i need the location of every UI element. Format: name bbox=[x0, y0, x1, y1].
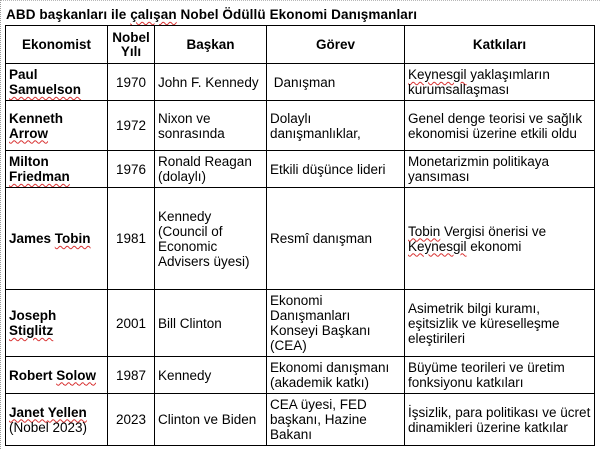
president: John F. Kennedy bbox=[155, 64, 267, 101]
header-role: Görev bbox=[267, 26, 405, 64]
nobel-year: 1976 bbox=[108, 151, 155, 188]
nobel-year: 1981 bbox=[108, 188, 155, 290]
contributions: Monetarizmin politikaya yansıması bbox=[405, 151, 595, 188]
role: Ekonomi Danışmanları Konseyi Başkanı (CEA) bbox=[267, 290, 405, 357]
header-nobel-year bbox=[108, 26, 155, 64]
header-nobel-year-line2: Yılı bbox=[120, 43, 142, 59]
nobel-year: 1970 bbox=[108, 64, 155, 101]
president: Bill Clinton bbox=[155, 290, 267, 357]
header-row bbox=[6, 26, 595, 64]
name-part-flagged: Solow bbox=[56, 367, 96, 383]
contributions bbox=[405, 188, 595, 290]
name-part: Milton bbox=[9, 154, 49, 169]
table-row bbox=[6, 188, 595, 290]
role: Dolaylı danışmanlıklar, bbox=[267, 101, 405, 151]
economists-table bbox=[5, 25, 595, 446]
nobel-year: 1972 bbox=[108, 101, 155, 151]
name-part: Kenneth bbox=[9, 110, 63, 126]
name-part: Paul bbox=[9, 67, 38, 82]
contributions: İşsizlik, para politikası ve ücret dinamikleri üzerine katkılar bbox=[405, 394, 595, 446]
economist-name bbox=[6, 64, 108, 101]
contribution-part-flagged: Keynesgil bbox=[408, 67, 467, 82]
table-row bbox=[6, 394, 595, 446]
table-row bbox=[6, 101, 595, 151]
table-row bbox=[6, 290, 595, 357]
document-title bbox=[6, 7, 417, 22]
name-part: Robert bbox=[9, 367, 57, 383]
contribution-part: Vergisi önerisi ve bbox=[440, 223, 547, 239]
nobel-year: 1987 bbox=[108, 357, 155, 394]
contributions: Asimetrik bilgi kuramı, eşitsizlik ve küreselleşme eleştirileri bbox=[405, 290, 595, 357]
role: Etkili düşünce lideri bbox=[267, 151, 405, 188]
table-row bbox=[6, 357, 595, 394]
page-top-guide bbox=[0, 0, 600, 2]
table-row bbox=[6, 151, 595, 188]
name-part-flagged: Stiglitz bbox=[9, 323, 54, 338]
president: Ronald Reagan (dolaylı) bbox=[155, 151, 267, 188]
contribution-part-flagged: Tobin bbox=[408, 223, 441, 239]
contribution-part-flagged: Keynesgil bbox=[408, 238, 467, 254]
president: Nixon ve sonrasında bbox=[155, 101, 267, 151]
president: Kennedy (Council of Economic Advisers üyesi) bbox=[155, 188, 267, 290]
contributions: Büyüme teorileri ve üretim fonksiyonu katkıları bbox=[405, 357, 595, 394]
name-part: Joseph bbox=[9, 308, 57, 323]
name-part-flagged: Friedman bbox=[9, 169, 70, 184]
title-part-flagged: çalışan bbox=[130, 7, 177, 22]
contributions bbox=[405, 64, 595, 101]
contribution-part: ekonomi bbox=[466, 238, 522, 254]
name-part-flagged: Tobin bbox=[54, 231, 91, 246]
economist-name bbox=[6, 357, 108, 394]
economist-name bbox=[6, 394, 108, 446]
header-contributions: Katkıları bbox=[405, 26, 595, 64]
page-left-guide bbox=[0, 0, 2, 449]
name-part-flagged: Samuelson bbox=[9, 82, 82, 97]
economist-name bbox=[6, 188, 108, 290]
role: Resmî danışman bbox=[267, 188, 405, 290]
nobel-year: 2023 bbox=[108, 394, 155, 446]
economist-name bbox=[6, 290, 108, 357]
name-part-flagged: Yellen bbox=[47, 404, 87, 420]
title-part: Nobel Ödüllü Ekonomi Danışmanları bbox=[176, 7, 418, 22]
role: Ekonomi danışmanı (akademik katkı) bbox=[267, 357, 405, 394]
name-note: (Nobel 2023) bbox=[9, 419, 88, 435]
role: CEA üyesi, FED başkanı, Hazine Bakanı bbox=[267, 394, 405, 446]
economist-name bbox=[6, 101, 108, 151]
name-part-flagged: Arrow bbox=[9, 125, 49, 141]
nobel-year: 2001 bbox=[108, 290, 155, 357]
contributions: Genel denge teorisi ve sağlık ekonomisi üzerine etkili oldu bbox=[405, 101, 595, 151]
name-part-flagged: Janet bbox=[9, 404, 48, 420]
title-part: ABD başkanları ile bbox=[6, 7, 131, 22]
header-economist: Ekonomist bbox=[6, 26, 108, 64]
header-nobel-year-line1: Nobel bbox=[112, 29, 150, 45]
president: Clinton ve Biden bbox=[155, 394, 267, 446]
contribution-part: yaklaşımların kurumsallaşması bbox=[408, 67, 550, 97]
role: Danışman bbox=[267, 64, 405, 101]
name-part: James bbox=[9, 231, 55, 246]
header-president: Başkan bbox=[155, 26, 267, 64]
table-row bbox=[6, 64, 595, 101]
president: Kennedy bbox=[155, 357, 267, 394]
economist-name bbox=[6, 151, 108, 188]
